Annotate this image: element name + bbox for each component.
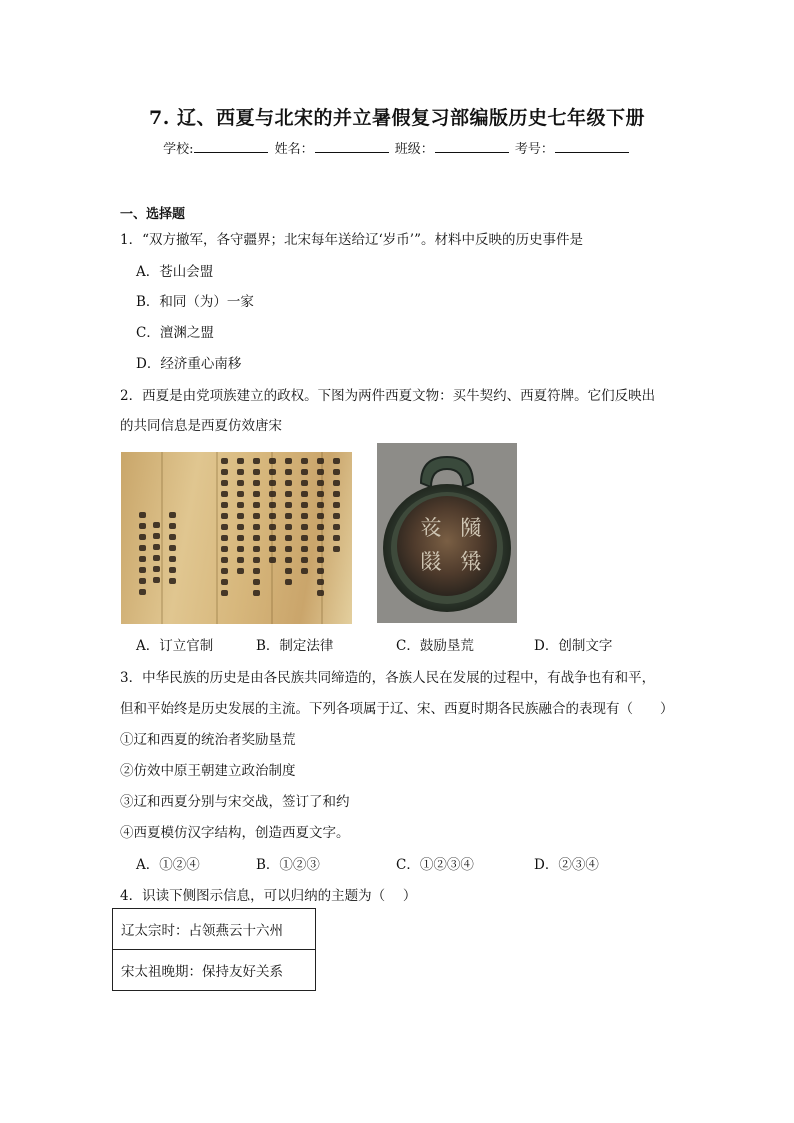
q2-option-d[interactable]: D．创制文字 [534,638,613,654]
class-label: 班级： [394,142,434,157]
q4-stem: 4．识读下侧图示信息，可以归纳的主题为（ ） [120,888,417,904]
student-info-line [0,138,794,157]
q1-option-d[interactable]: D．经济重心南移 [136,356,242,372]
q3-option-d[interactable]: D．②③④ [534,857,599,873]
q2-option-a[interactable]: A．订立官制 [136,638,214,654]
q3-stem-line1: 3．中华民族的历史是由各民族共同缔造的，各族人民在发展的过程中，有战争也有和平， [120,670,656,686]
token-glyph-4: 𗂸 [419,550,443,575]
table-row [113,950,316,991]
class-blank[interactable] [435,140,509,153]
token-glyph-2: 𗋽 [459,550,483,575]
q4-table-cell-2: 宋太祖晚期：保持友好关系 [113,950,316,991]
q2-option-b[interactable]: B．制定法律 [256,638,334,654]
q3-option-b[interactable]: B．①②③ [256,857,320,873]
q3-option-a[interactable]: A．①②④ [136,857,200,873]
q3-item-2: ②仿效中原王朝建立政治制度 [120,763,296,779]
q2-stem-line1: 2．西夏是由党项族建立的政权。下图为两件西夏文物：买牛契约、西夏符牌。它们反映出 [120,388,656,404]
q3-item-4: ④西夏模仿汉字结构，创造西夏文字。 [120,825,350,841]
xixia-token-image [377,443,517,623]
q1-stem: 1．“双方撤军，各守疆界；北宋每年送给辽‘岁币’”。材料中反映的历史事件是 [120,232,583,248]
school-label: 学校: [163,142,194,157]
q4-info-table [112,908,316,991]
q1-option-b[interactable]: B．和同（为）一家 [136,294,254,310]
q3-option-c[interactable]: C．①②③④ [396,857,474,873]
q3-stem-line2: 但和平始终是历史发展的主流。下列各项属于辽、宋、西夏时期各民族融合的表现有（ ） [120,701,674,717]
cattle-contract-image [121,452,352,624]
q3-item-3: ③辽和西夏分别与宋交战，签订了和约 [120,794,350,810]
q2-option-c[interactable]: C．鼓励垦荒 [396,638,474,654]
section-title: 一、选择题 [120,207,186,222]
table-row [113,909,316,950]
school-blank[interactable] [194,140,268,153]
token-glyph-1: 𗂧 [459,516,483,541]
q4-table-cell-1: 辽太宗时：占领燕云十六州 [113,909,316,950]
name-label: 姓名： [274,142,314,157]
exam-number-label: 考号： [514,142,554,157]
q2-stem-line2: 的共同信息是西夏仿效唐宋 [120,418,282,434]
token-glyph-3: 𘝞 [419,516,443,541]
name-blank[interactable] [315,140,389,153]
page-title: 7. 辽、西夏与北宋的并立暑假复习部编版历史七年级下册 [149,107,645,129]
q1-option-a[interactable]: A．苍山会盟 [136,264,214,280]
exam-number-blank[interactable] [555,140,629,153]
q3-item-1: ①辽和西夏的统治者奖励垦荒 [120,732,296,748]
q1-option-c[interactable]: C．澶渊之盟 [136,325,214,341]
token-drawing [377,443,517,623]
